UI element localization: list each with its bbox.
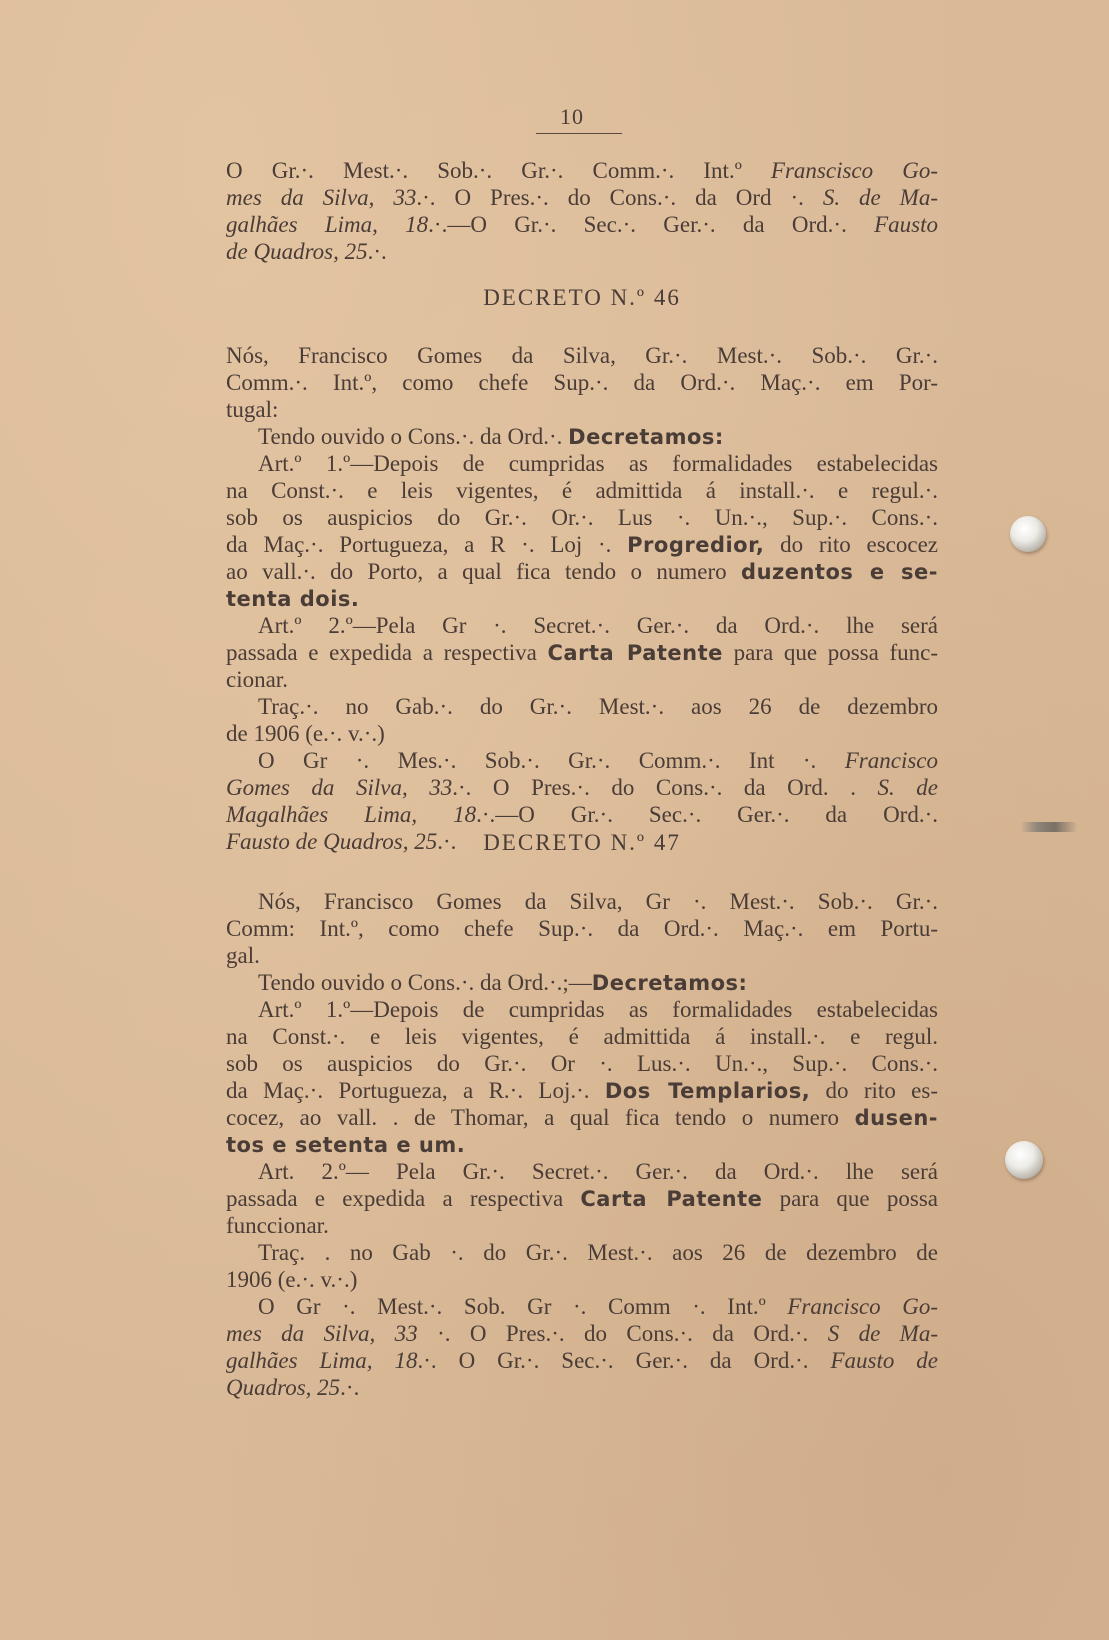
text-line: O Gr.·. Mest.·. Sob.·. Gr.·. Comm.·. Int.º Franscisco Go- bbox=[226, 158, 938, 183]
text-line: Magalhães Lima, 18.·.—O Gr.·. Sec.·. Ger.·. da Ord.·. bbox=[226, 802, 938, 827]
text-line: O Gr ·. Mes.·. Sob.·. Gr.·. Comm.·. Int ·. Francisco bbox=[258, 748, 938, 773]
text-line: O Gr ·. Mest.·. Sob. Gr ·. Comm ·. Int.º Francisco Go- bbox=[258, 1294, 938, 1319]
text-line: 1906 (e.·. v.·.) bbox=[226, 1267, 358, 1292]
text-line: cocez, ao vall. . de Thomar, a qual fica tendo o numero dusen- bbox=[226, 1105, 938, 1130]
decree-46-title: DECRETO N.º 46 bbox=[483, 285, 681, 310]
text-line: Fausto de Quadros, 25.·. bbox=[226, 829, 457, 854]
text-line: funccionar. bbox=[226, 1213, 329, 1238]
text-line: Traç. . no Gab ·. do Gr.·. Mest.·. aos 26 de dezembro de bbox=[258, 1240, 938, 1265]
text-line: Art. 2.º— Pela Gr.·. Secret.·. Ger.·. da Ord.·. lhe será bbox=[258, 1159, 938, 1184]
text-line: Comm: Int.º, como chefe Sup.·. da Ord.·. Maç.·. em Portu- bbox=[226, 916, 938, 941]
text-line: passada e expedida a respectiva Carta Patente para que possa bbox=[226, 1186, 938, 1211]
text-line: Tendo ouvido o Cons.·. da Ord.·. Decretamos: bbox=[258, 424, 724, 449]
page-number-rule bbox=[536, 133, 622, 134]
text-line: sob os auspicios do Gr.·. Or.·. Lus ·. Un.·., Sup.·. Cons.·. bbox=[226, 505, 938, 530]
decree-47-title-block bbox=[226, 829, 938, 856]
text-line: passada e expedida a respectiva Carta Patente para que possa func- bbox=[226, 640, 938, 665]
text-line: tos e setenta e um. bbox=[226, 1133, 466, 1157]
text-line: de 1906 (e.·. v.·.) bbox=[226, 721, 385, 746]
text-line: Gomes da Silva, 33.·. O Pres.·. do Cons.·. da Ord. . S. de bbox=[226, 775, 938, 800]
text-line: Art.º 1.º—Depois de cumpridas as formalidades estabelecidas bbox=[258, 451, 938, 476]
page-number: 10 bbox=[560, 104, 584, 129]
text-line: na Const.·. e leis vigentes, é admittida á install.·. e regul. bbox=[226, 1024, 938, 1049]
text-line: Nós, Francisco Gomes da Silva, Gr ·. Mest.·. Sob.·. Gr.·. bbox=[258, 889, 938, 914]
text-line: Nós, Francisco Gomes da Silva, Gr.·. Mest.·. Sob.·. Gr.·. bbox=[226, 343, 938, 368]
text-line: Traç.·. no Gab.·. do Gr.·. Mest.·. aos 26 de dezembro bbox=[258, 694, 938, 719]
text-line: de Quadros, 25.·. bbox=[226, 239, 387, 264]
text-line: na Const.·. e leis vigentes, é admittida á install.·. e regul.·. bbox=[226, 478, 938, 503]
text-line: Art.º 1.º—Depois de cumpridas as formalidades estabelecidas bbox=[258, 997, 938, 1022]
decree-47-body bbox=[226, 888, 938, 1401]
decree-47-title: DECRETO N.º 47 bbox=[483, 830, 681, 855]
text-line: tugal: bbox=[226, 397, 279, 422]
text-line: Tendo ouvido o Cons.·. da Ord.·.;—Decretamos: bbox=[258, 970, 748, 995]
text-line: ao vall.·. do Porto, a qual fica tendo o numero duzentos e se- bbox=[226, 559, 939, 584]
text-line: mes da Silva, 33.·. O Pres.·. do Cons.·. da Ord ·. S. de Ma- bbox=[226, 185, 938, 210]
pin-shadow-icon bbox=[1020, 822, 1078, 832]
text-line: cionar. bbox=[226, 667, 288, 692]
pin-head-icon bbox=[1010, 516, 1046, 552]
text-line: gal. bbox=[226, 943, 260, 968]
text-line: da Maç.·. Portugueza, a R.·. Loj.·. Dos Templarios, do rito es- bbox=[226, 1078, 938, 1103]
decree-46-title-block bbox=[226, 284, 938, 311]
text-line: galhães Lima, 18.·.—O Gr.·. Sec.·. Ger.·. da Ord.·. Fausto bbox=[226, 212, 938, 237]
signature-block-previous bbox=[226, 157, 938, 265]
text-line: Art.º 2.º—Pela Gr ·. Secret.·. Ger.·. da Ord.·. lhe será bbox=[258, 613, 938, 638]
pin-head-icon bbox=[1005, 1141, 1043, 1179]
text-line: tenta dois. bbox=[226, 587, 360, 611]
text-line: sob os auspicios do Gr.·. Or ·. Lus.·. Un.·., Sup.·. Cons.·. bbox=[226, 1051, 938, 1076]
text-line: da Maç.·. Portugueza, a R ·. Loj ·. Progredior, do rito escocez bbox=[226, 532, 938, 557]
text-line: galhães Lima, 18.·. O Gr.·. Sec.·. Ger.·. da Ord.·. Fausto de bbox=[226, 1348, 939, 1373]
text-line: mes da Silva, 33 ·. O Pres.·. do Cons.·. da Ord.·. S de Ma- bbox=[226, 1321, 938, 1346]
decree-46-body bbox=[226, 342, 938, 855]
text-line: Comm.·. Int.º, como chefe Sup.·. da Ord.·. Maç.·. em Por- bbox=[226, 370, 938, 395]
text-line: Quadros, 25.·. bbox=[226, 1375, 360, 1400]
